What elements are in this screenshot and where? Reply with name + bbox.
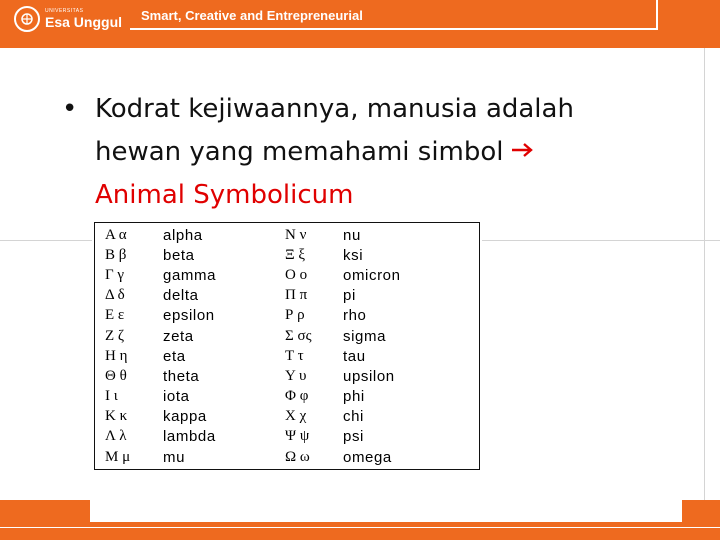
greek-letter-row — [105, 286, 216, 306]
greek-letter-name: eta — [163, 347, 186, 365]
logo-name: Esa Unggul — [45, 14, 123, 30]
greek-letter-name: theta — [163, 367, 200, 385]
greek-letter-symbol: Χ χ — [285, 408, 307, 425]
greek-letter-symbol: Ο ο — [285, 266, 308, 283]
greek-letter-symbol: Ω ω — [285, 448, 310, 465]
logo — [0, 0, 128, 38]
greek-alphabet-table — [94, 222, 480, 470]
greek-letter-row — [105, 447, 216, 467]
logo-text — [45, 9, 122, 29]
greek-letter-row — [285, 346, 401, 366]
decor-line — [0, 240, 92, 241]
greek-letter-row — [285, 265, 401, 285]
greek-letter-name: alpha — [163, 226, 203, 244]
greek-letter-row — [105, 225, 216, 245]
greek-letter-row — [285, 366, 401, 386]
greek-letter-name: lambda — [163, 428, 216, 446]
greek-letter-symbol: Π π — [285, 287, 308, 304]
greek-letter-row — [105, 366, 216, 386]
greek-letter-row — [105, 265, 216, 285]
greek-letter-symbol: Η η — [105, 347, 128, 364]
bullet-content — [62, 88, 702, 217]
greek-letter-symbol: Α α — [105, 226, 127, 243]
greek-letter-symbol: Ρ ρ — [285, 307, 305, 324]
greek-letter-row — [285, 407, 401, 427]
bullet-line-3: Animal Symbolicum — [95, 180, 354, 210]
bullet-text — [95, 88, 702, 217]
greek-letter-name: nu — [343, 226, 361, 244]
greek-letter-row — [285, 286, 401, 306]
tagline: Smart, Creative and Entrepreneurial — [141, 8, 363, 23]
greek-letter-symbol: Μ μ — [105, 448, 131, 465]
greek-letter-symbol: Ξ ξ — [285, 246, 306, 263]
greek-letter-name: kappa — [163, 408, 207, 426]
greek-letter-row — [285, 427, 401, 447]
greek-letter-symbol: Ι ι — [105, 388, 118, 405]
greek-letter-row — [105, 387, 216, 407]
greek-letter-name: omega — [343, 448, 392, 466]
greek-letter-row — [105, 407, 216, 427]
greek-letter-symbol: Κ κ — [105, 408, 128, 425]
greek-letter-name: beta — [163, 246, 195, 264]
greek-letter-name: omicron — [343, 266, 401, 284]
greek-letter-row — [285, 225, 401, 245]
greek-letter-name: epsilon — [163, 307, 215, 325]
greek-letter-row — [285, 245, 401, 265]
greek-letter-symbol: Δ δ — [105, 287, 125, 304]
greek-letter-name: pi — [343, 287, 356, 305]
greek-letter-symbol: Β β — [105, 246, 127, 263]
greek-letter-row — [285, 306, 401, 326]
greek-letter-name: iota — [163, 388, 190, 406]
greek-letter-row — [285, 326, 401, 346]
greek-letter-row — [105, 326, 216, 346]
arrow-right-icon — [510, 131, 536, 174]
greek-letter-name: psi — [343, 428, 364, 446]
greek-letter-symbol: Τ τ — [285, 347, 304, 364]
greek-letter-row — [285, 447, 401, 467]
greek-letter-name: rho — [343, 307, 367, 325]
greek-letter-symbol: Ν ν — [285, 226, 307, 243]
footer-line — [0, 527, 720, 528]
greek-letter-row — [105, 427, 216, 447]
decor-line — [704, 48, 705, 500]
bullet-marker: • — [62, 94, 78, 124]
greek-letter-name: phi — [343, 388, 365, 406]
greek-letter-symbol: Γ γ — [105, 266, 125, 283]
esa-unggul-logo-icon — [14, 6, 40, 32]
decor-line — [482, 240, 720, 241]
greek-letter-name: mu — [163, 448, 186, 466]
greek-letter-row — [285, 387, 401, 407]
greek-letter-row — [105, 346, 216, 366]
greek-letter-name: upsilon — [343, 367, 395, 385]
logo-small-text: UNIVERSITAS — [45, 8, 84, 14]
footer-frame — [88, 500, 684, 522]
bullet-line-2-wrap — [95, 131, 702, 174]
greek-letter-row — [105, 306, 216, 326]
greek-letter-symbol: Ζ ζ — [105, 327, 125, 344]
greek-letter-symbol: Θ θ — [105, 367, 127, 384]
greek-letter-symbol: Φ φ — [285, 388, 309, 405]
greek-column-left — [105, 225, 216, 467]
greek-letter-symbol: Υ υ — [285, 367, 307, 384]
greek-letter-name: sigma — [343, 327, 387, 345]
greek-letter-symbol: Ε ε — [105, 307, 125, 324]
greek-letter-name: gamma — [163, 266, 217, 284]
greek-letter-name: tau — [343, 347, 366, 365]
greek-letter-name: chi — [343, 408, 364, 426]
greek-letter-row — [105, 245, 216, 265]
greek-column-right — [285, 225, 401, 467]
greek-letter-symbol: Σ σς — [285, 327, 312, 344]
greek-letter-symbol: Λ λ — [105, 428, 127, 445]
greek-letter-symbol: Ψ ψ — [285, 428, 310, 445]
greek-letter-name: ksi — [343, 246, 364, 264]
greek-letter-name: zeta — [163, 327, 194, 345]
greek-letter-name: delta — [163, 287, 199, 305]
bullet-line-1: Kodrat kejiwaannya, manusia adalah — [95, 94, 574, 124]
bullet-line-2: hewan yang memahami simbol — [95, 137, 504, 167]
